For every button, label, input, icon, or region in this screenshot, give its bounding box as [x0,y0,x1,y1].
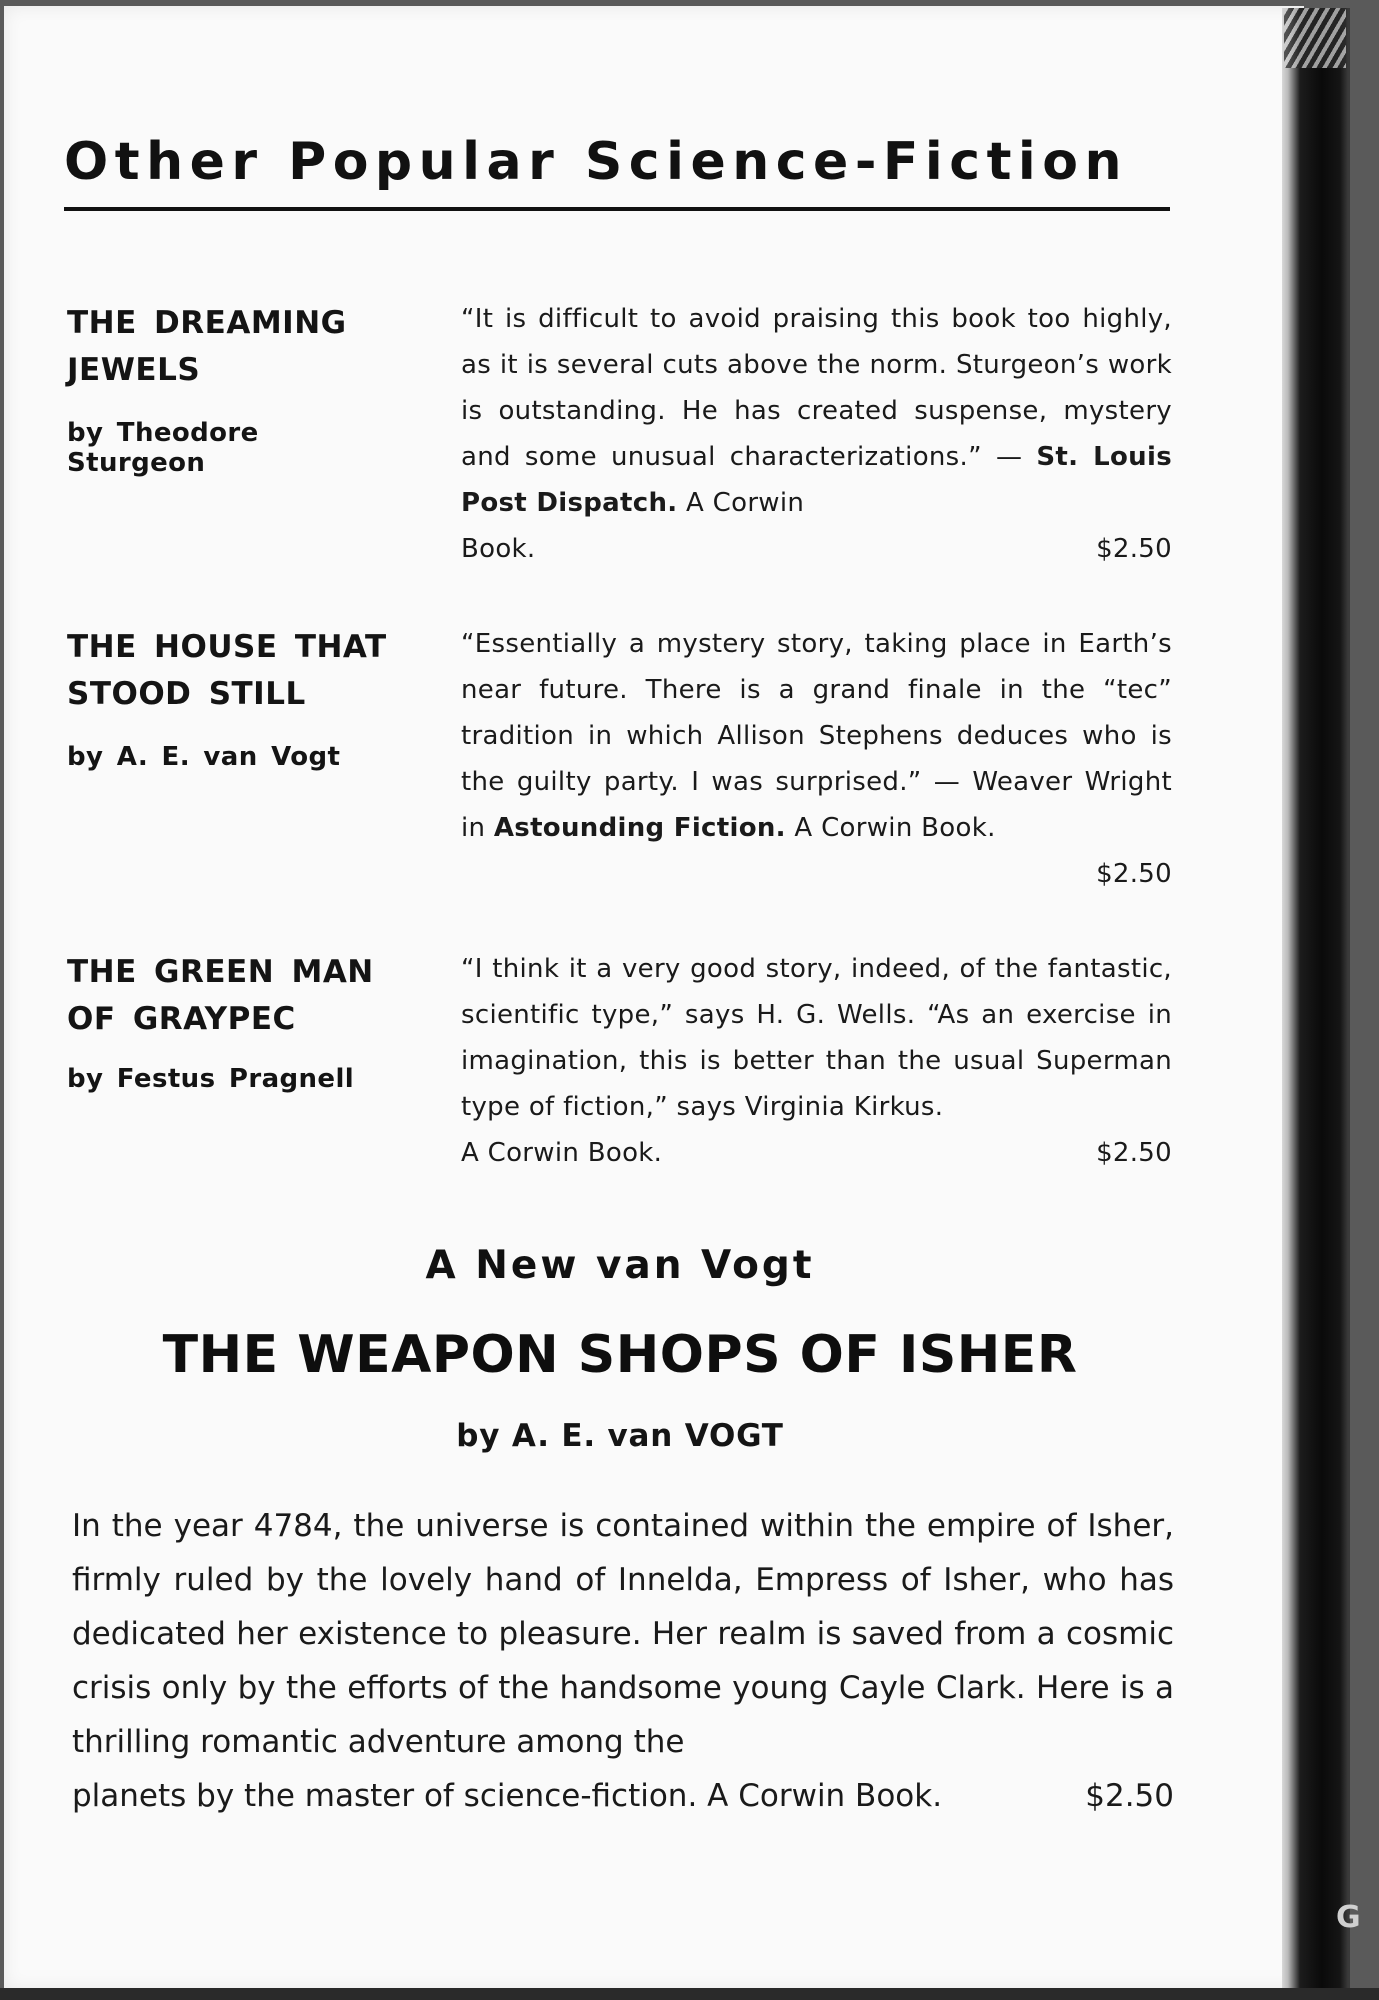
price-label: $2.50 [1096,534,1172,564]
book-blurb-3 [461,946,1172,1176]
price-line [461,851,1172,897]
blurb-text: “Essentially a mystery story, taking place in Earth’s near future. There is a grand finale in the “tec” tradition in which Allison Stephens deduces who is the guilty party. I was surprised.” — Weaver Wright in [461,629,1172,843]
blurb-source: St. Louis Post Dispatch. [461,442,1172,518]
blurb-tail: A Corwin Book. [461,1138,663,1168]
price-line [461,1130,1172,1176]
blurb-text: “I think it a very good story, indeed, of the fantastic, scientific type,” says H. G. Wells. “As an exercise in imagination, this is better than the usual Superman type of fiction,” says Virginia Kirkus. [461,954,1172,1122]
feature-blurb [72,1499,1174,1823]
feature-blurb-text: In the year 4784, the universe is contained within the empire of Isher, firmly ruled by the lovely hand of Innelda, Empress of Isher, who has dedicated her existence to pleasure. Her realm is saved from a cosmic crisis only by the efforts of the handsome young Cayle Clark. Here is a thrilling romantic adventure among the [72,1508,1174,1760]
spine-wear [1284,8,1346,68]
book-spine [1282,8,1350,1990]
blurb-text: “It is difficult to avoid praising this book too highly, as it is several cuts above the norm. Sturgeon’s work is outstanding. He has created suspense, mystery and some unusual characterizations.” — [461,304,1172,472]
title-rule [64,207,1170,211]
feature-title: THE WEAPON SHOPS OF ISHER [162,1325,1078,1385]
blurb-text: A Corwin Book. [785,813,996,843]
blurb-text: A Corwin [677,488,805,518]
price-line [461,526,1172,572]
book-title-line: OF GRAYPEC [67,1001,296,1037]
blurb-tail: Book. [461,534,536,564]
price-label: $2.50 [1096,859,1172,889]
book-author-2: by A. E. van Vogt [67,742,341,772]
bottom-edge [0,1988,1379,2000]
book-title-line: STOOD STILL [67,676,306,712]
book-author-1: by Theodore Sturgeon [67,418,259,478]
feature-price-line [72,1769,1174,1823]
page-title: Other Popular Science-Fiction [64,132,1128,192]
blurb-source: Astounding Fiction. [493,813,786,843]
feature-heading: A New van Vogt [425,1243,815,1288]
feature-author: by A. E. van VOGT [456,1418,784,1454]
book-blurb-2 [461,621,1172,897]
book-author-3: by Festus Pragnell [67,1064,355,1094]
feature-price: $2.50 [1085,1778,1174,1814]
book-title-3 [67,949,407,1043]
feature-blurb-tail: planets by the master of science-fiction. A Corwin Book. [72,1778,943,1814]
book-title-line: JEWELS [67,352,201,388]
book-title-2 [67,624,407,718]
price-label: $2.50 [1096,1138,1172,1168]
book-title-line: THE DREAMING [67,305,347,341]
book-title-line: THE HOUSE THAT [67,629,387,665]
book-title-line: THE GREEN MAN [67,954,374,990]
book-blurb-1 [461,296,1172,572]
spine-letter: G [1336,1900,1361,1935]
book-title-1 [67,300,407,394]
